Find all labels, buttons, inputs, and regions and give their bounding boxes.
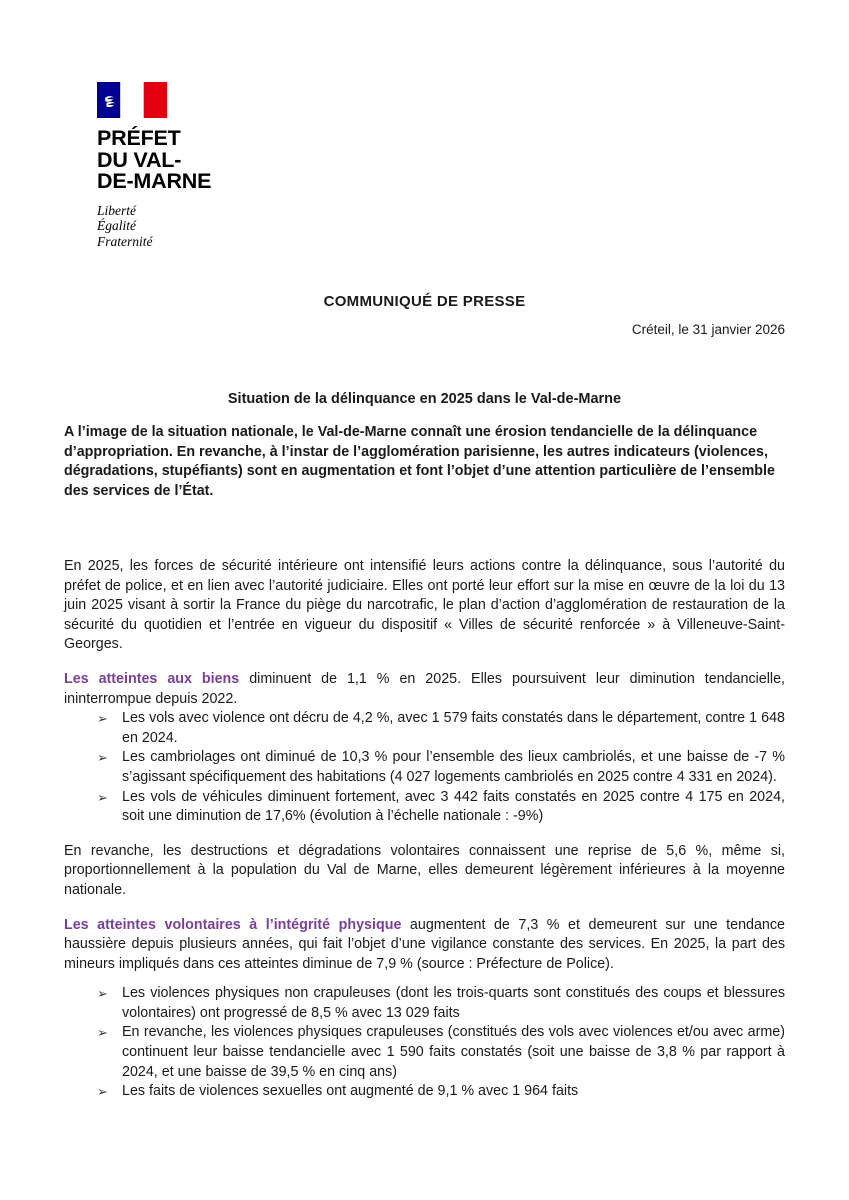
lead-paragraph: A l’image de la situation nationale, le Val-de-Marne connaît une érosion tendancielle de la délinquance d’appropriation. En revanche, à l’instar de l’agglomération parisienne, les autres indicateurs (violences, dégradations, stupéfiants) sont en augmentation et font l’objet d’une attention particulière de l’ensemble des services de l’État. xyxy=(64,424,775,499)
dateline: Créteil, le 31 janvier 2026 xyxy=(631,322,785,337)
motto-line-egalite: Égalité xyxy=(97,218,136,233)
arrow-bullet-icon: ➢ xyxy=(97,1025,108,1041)
section-biens-bullet-list xyxy=(64,709,785,827)
arrow-bullet-icon: ➢ xyxy=(97,711,108,727)
list-item xyxy=(97,748,785,787)
list-item xyxy=(97,984,785,1023)
list-item xyxy=(97,1023,785,1082)
prefecture-title-line-3: DE-MARNE xyxy=(97,169,212,193)
arrow-bullet-icon: ➢ xyxy=(97,1084,108,1100)
list-item-text: En revanche, les violences physiques crapuleuses (constitués des vols avec violences et/ou avec arme) continuent leur baisse tendancielle avec 1 590 faits constatés (soit une baisse de 3,8 % par rapport à 2024, et une baisse de 39,5 % en cinq ans) xyxy=(122,1024,785,1080)
degradations-paragraph: En revanche, les destructions et dégradations volontaires connaissent une reprise de 5,6 %, même si, proportionnellement à la population du Val de Marne, elles demeurent légèrement inférieures à la moyenne nationale. xyxy=(64,842,785,898)
prefecture-title-line-1: PRÉFET xyxy=(97,126,181,150)
press-release-kicker: COMMUNIQUÉ DE PRESSE xyxy=(323,293,526,310)
french-tricolor-marianne-flag-icon xyxy=(97,82,167,118)
section-integrite-heading: Les atteintes volontaires à l’intégrité physique xyxy=(64,916,402,933)
arrow-bullet-icon: ➢ xyxy=(97,789,108,805)
list-item xyxy=(97,709,785,748)
document-body xyxy=(64,390,785,1102)
page-title: Situation de la délinquance en 2025 dans le Val-de-Marne xyxy=(227,391,622,407)
list-item xyxy=(97,1082,785,1102)
intro-paragraph: En 2025, les forces de sécurité intérieure ont intensifié leurs actions contre la délinquance, sous l’autorité du préfet de police, et en lien avec l’autorité judiciaire. Elles ont porté leur effort sur la mise en œuvre de la loi du 13 juin 2025 visant à sortir la France du piège du narcotrafic, le plan d’action d’agglomération de restauration de la sécurité du quotidien et l’entrée en vigueur du dispositif « Villes de sécurité renforcée » à Villeneuve-Saint-Georges. xyxy=(64,558,785,653)
arrow-bullet-icon: ➢ xyxy=(97,750,108,766)
prefecture-title xyxy=(97,128,297,193)
section-integrite-bullet-list xyxy=(64,984,785,1102)
section-integrite-paragraph xyxy=(64,916,785,975)
section-biens-heading: Les atteintes aux biens xyxy=(64,670,240,687)
prefecture-title-line-2: DU VAL- xyxy=(97,147,182,172)
prefecture-logo-block xyxy=(97,82,297,249)
list-item xyxy=(97,788,785,827)
list-item-text: Les violences physiques non crapuleuses (dont les trois-quarts sont constitués des coups et blessures volontaires) ont progressé de 8,5 % avec 13 029 faits xyxy=(122,985,785,1021)
motto-line-liberte: Liberté xyxy=(97,202,136,218)
republic-motto xyxy=(97,203,297,250)
section-biens-paragraph xyxy=(64,670,785,709)
list-item-text: Les cambriolages ont diminué de 10,3 % pour l’ensemble des lieux cambriolés, et une baisse de -7 % s’agissant spécifiquement des habitations (4 027 logements cambriolés en 2025 contre 4 331 en 2024). xyxy=(122,749,785,785)
list-item-text: Les vols avec violence ont décru de 4,2 %, avec 1 579 faits constatés dans le département, contre 1 648 en 2024. xyxy=(122,710,785,746)
section-integrite-text: augmentent de 7,3 % et demeurent sur une tendance haussière depuis plusieurs années, qui fait l’objet d’une vigilance constante des services. En 2025, la part des mineurs impliqués dans ces atteintes diminue de 7,9 % (source : Préfecture de Police). xyxy=(64,916,785,972)
section-biens-text: diminuent de 1,1 % en 2025. Elles poursuivent leur diminution tendancielle, ininterrompue depuis 2022. xyxy=(64,670,785,707)
list-item-text: Les vols de véhicules diminuent fortement, avec 3 442 faits constatés en 2025 contre 4 175 en 2024, soit une diminution de 17,6% (évolution à l’échelle nationale : -9%) xyxy=(122,788,785,825)
arrow-bullet-icon: ➢ xyxy=(97,986,108,1002)
list-item-text: Les faits de violences sexuelles ont augmenté de 9,1 % avec 1 964 faits xyxy=(122,1083,579,1100)
motto-line-fraternite: Fraternité xyxy=(97,233,153,249)
